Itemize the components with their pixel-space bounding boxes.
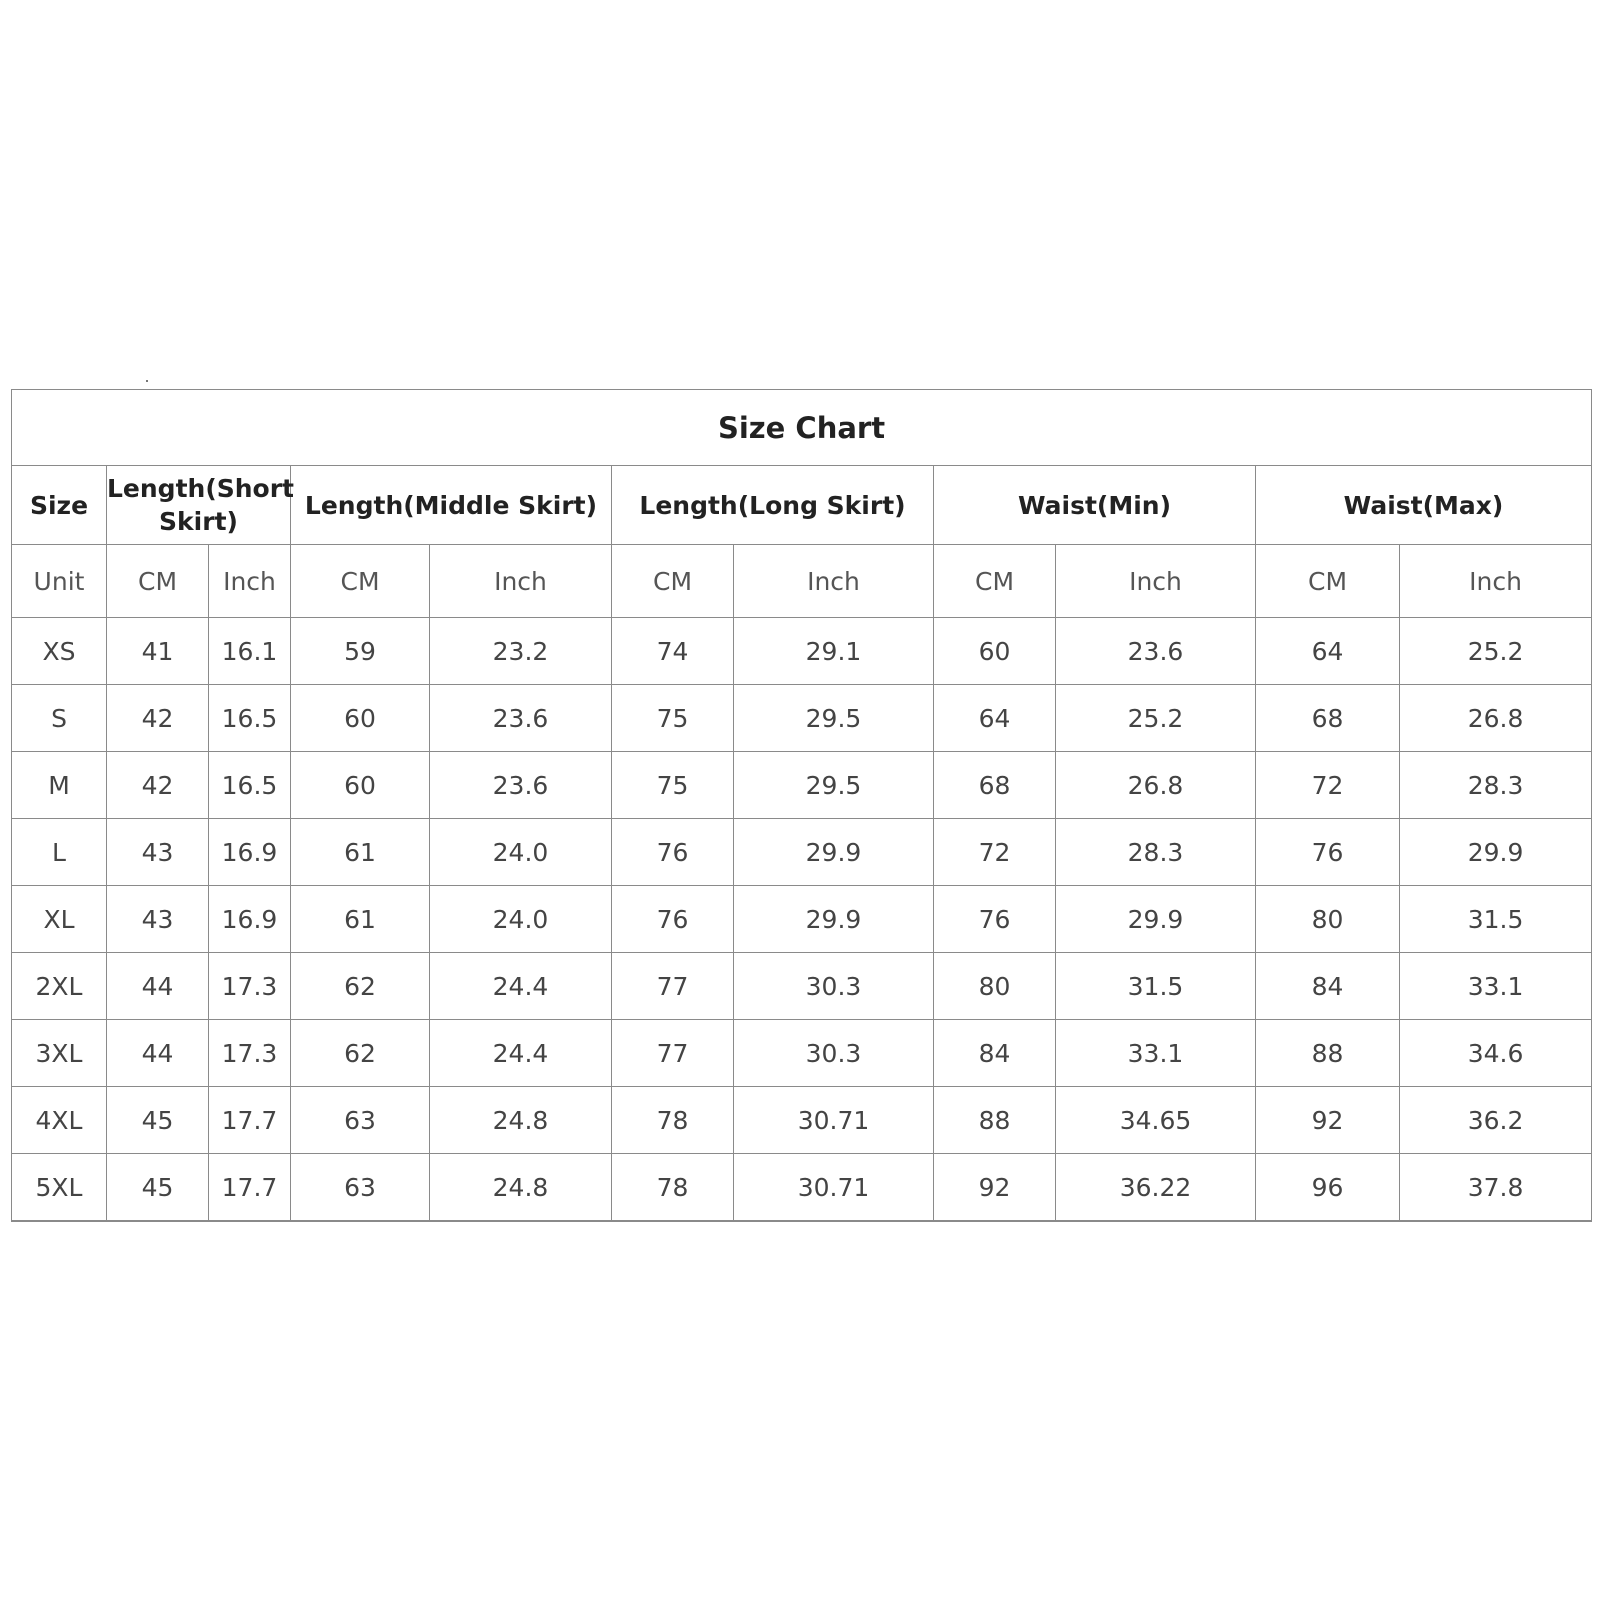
table-cell: 24.0 bbox=[430, 886, 612, 953]
table-cell: 29.9 bbox=[734, 886, 934, 953]
table-cell: 17.3 bbox=[209, 953, 291, 1020]
table-cell: 29.9 bbox=[734, 819, 934, 886]
size-label-cell: 3XL bbox=[12, 1020, 107, 1087]
table-row bbox=[12, 1087, 1592, 1154]
table-cell: 33.1 bbox=[1056, 1020, 1256, 1087]
table-cell: 60 bbox=[291, 685, 430, 752]
table-cell: 43 bbox=[107, 886, 209, 953]
table-row bbox=[12, 685, 1592, 752]
table-cell: 24.4 bbox=[430, 953, 612, 1020]
unit-cell: CM bbox=[291, 545, 430, 618]
table-cell: 61 bbox=[291, 886, 430, 953]
table-cell: 16.9 bbox=[209, 886, 291, 953]
table-cell: 26.8 bbox=[1400, 685, 1592, 752]
table-cell: 88 bbox=[1256, 1020, 1400, 1087]
table-cell: 80 bbox=[934, 953, 1056, 1020]
size-label-cell: S bbox=[12, 685, 107, 752]
table-cell: 17.7 bbox=[209, 1154, 291, 1222]
unit-cell: Inch bbox=[1056, 545, 1256, 618]
table-cell: 75 bbox=[612, 685, 734, 752]
table-cell: 34.6 bbox=[1400, 1020, 1592, 1087]
table-cell: 75 bbox=[612, 752, 734, 819]
table-cell: 84 bbox=[934, 1020, 1056, 1087]
table-cell: 64 bbox=[1256, 618, 1400, 685]
table-cell: 76 bbox=[612, 886, 734, 953]
table-cell: 63 bbox=[291, 1154, 430, 1222]
table-cell: 84 bbox=[1256, 953, 1400, 1020]
header-size: Size bbox=[12, 466, 107, 545]
table-cell: 24.8 bbox=[430, 1087, 612, 1154]
size-label-cell: 4XL bbox=[12, 1087, 107, 1154]
unit-cell: CM bbox=[1256, 545, 1400, 618]
unit-cell: Inch bbox=[1400, 545, 1592, 618]
size-label-cell: XS bbox=[12, 618, 107, 685]
table-row bbox=[12, 1154, 1592, 1222]
table-cell: 30.71 bbox=[734, 1154, 934, 1222]
table-cell: 78 bbox=[612, 1154, 734, 1222]
table-cell: 33.1 bbox=[1400, 953, 1592, 1020]
table-cell: 23.2 bbox=[430, 618, 612, 685]
unit-cell: Inch bbox=[209, 545, 291, 618]
table-cell: 28.3 bbox=[1400, 752, 1592, 819]
table-cell: 24.0 bbox=[430, 819, 612, 886]
table-cell: 41 bbox=[107, 618, 209, 685]
table-cell: 62 bbox=[291, 953, 430, 1020]
unit-cell: CM bbox=[612, 545, 734, 618]
unit-cell: CM bbox=[107, 545, 209, 618]
size-label-cell: 5XL bbox=[12, 1154, 107, 1222]
table-row bbox=[12, 819, 1592, 886]
table-cell: 43 bbox=[107, 819, 209, 886]
table-cell: 42 bbox=[107, 685, 209, 752]
group-header-row bbox=[12, 466, 1592, 545]
table-cell: 16.5 bbox=[209, 752, 291, 819]
table-cell: 16.9 bbox=[209, 819, 291, 886]
table-cell: 45 bbox=[107, 1087, 209, 1154]
table-cell: 29.9 bbox=[1056, 886, 1256, 953]
table-cell: 23.6 bbox=[430, 752, 612, 819]
table-row bbox=[12, 752, 1592, 819]
table-cell: 64 bbox=[934, 685, 1056, 752]
table-cell: 72 bbox=[1256, 752, 1400, 819]
table-cell: 30.3 bbox=[734, 1020, 934, 1087]
table-cell: 29.1 bbox=[734, 618, 934, 685]
table-cell: 44 bbox=[107, 953, 209, 1020]
table-cell: 45 bbox=[107, 1154, 209, 1222]
table-cell: 77 bbox=[612, 1020, 734, 1087]
table-cell: 80 bbox=[1256, 886, 1400, 953]
unit-cell: Inch bbox=[734, 545, 934, 618]
header-waist-max: Waist(Max) bbox=[1256, 466, 1592, 545]
size-label-cell: 2XL bbox=[12, 953, 107, 1020]
table-cell: 68 bbox=[1256, 685, 1400, 752]
table-cell: 29.5 bbox=[734, 752, 934, 819]
size-chart-table bbox=[11, 389, 1592, 1222]
table-cell: 78 bbox=[612, 1087, 734, 1154]
table-cell: 24.8 bbox=[430, 1154, 612, 1222]
table-cell: 17.7 bbox=[209, 1087, 291, 1154]
table-cell: 30.3 bbox=[734, 953, 934, 1020]
table-cell: 76 bbox=[1256, 819, 1400, 886]
stray-dot bbox=[146, 380, 148, 382]
table-cell: 72 bbox=[934, 819, 1056, 886]
table-cell: 28.3 bbox=[1056, 819, 1256, 886]
header-length-short-skirt: Length(Short Skirt) bbox=[107, 466, 291, 545]
table-cell: 24.4 bbox=[430, 1020, 612, 1087]
header-length-long-skirt: Length(Long Skirt) bbox=[612, 466, 934, 545]
unit-cell: Inch bbox=[430, 545, 612, 618]
unit-cell: Unit bbox=[12, 545, 107, 618]
title-row bbox=[12, 390, 1592, 466]
table-cell: 36.2 bbox=[1400, 1087, 1592, 1154]
size-label-cell: M bbox=[12, 752, 107, 819]
table-cell: 44 bbox=[107, 1020, 209, 1087]
table-cell: 31.5 bbox=[1400, 886, 1592, 953]
table-cell: 59 bbox=[291, 618, 430, 685]
table-cell: 16.1 bbox=[209, 618, 291, 685]
table-cell: 63 bbox=[291, 1087, 430, 1154]
table-cell: 74 bbox=[612, 618, 734, 685]
table-cell: 31.5 bbox=[1056, 953, 1256, 1020]
table-cell: 68 bbox=[934, 752, 1056, 819]
size-label-cell: L bbox=[12, 819, 107, 886]
table-cell: 34.65 bbox=[1056, 1087, 1256, 1154]
table-cell: 92 bbox=[1256, 1087, 1400, 1154]
unit-cell: CM bbox=[934, 545, 1056, 618]
table-cell: 76 bbox=[612, 819, 734, 886]
table-cell: 30.71 bbox=[734, 1087, 934, 1154]
table-cell: 29.5 bbox=[734, 685, 934, 752]
table-cell: 17.3 bbox=[209, 1020, 291, 1087]
table-cell: 25.2 bbox=[1056, 685, 1256, 752]
table-cell: 16.5 bbox=[209, 685, 291, 752]
table-row bbox=[12, 953, 1592, 1020]
table-row bbox=[12, 886, 1592, 953]
table-cell: 92 bbox=[934, 1154, 1056, 1222]
table-cell: 96 bbox=[1256, 1154, 1400, 1222]
header-waist-min: Waist(Min) bbox=[934, 466, 1256, 545]
table-cell: 36.22 bbox=[1056, 1154, 1256, 1222]
size-label-cell: XL bbox=[12, 886, 107, 953]
table-cell: 76 bbox=[934, 886, 1056, 953]
table-cell: 26.8 bbox=[1056, 752, 1256, 819]
table-cell: 88 bbox=[934, 1087, 1056, 1154]
table-row bbox=[12, 1020, 1592, 1087]
table-cell: 62 bbox=[291, 1020, 430, 1087]
table-cell: 60 bbox=[291, 752, 430, 819]
table-cell: 25.2 bbox=[1400, 618, 1592, 685]
table-cell: 29.9 bbox=[1400, 819, 1592, 886]
table-cell: 23.6 bbox=[1056, 618, 1256, 685]
header-length-middle-skirt: Length(Middle Skirt) bbox=[291, 466, 612, 545]
table-cell: 42 bbox=[107, 752, 209, 819]
table-row bbox=[12, 618, 1592, 685]
table-cell: 60 bbox=[934, 618, 1056, 685]
table-title: Size Chart bbox=[12, 390, 1592, 466]
unit-row bbox=[12, 545, 1592, 618]
table-cell: 77 bbox=[612, 953, 734, 1020]
table-cell: 61 bbox=[291, 819, 430, 886]
table-cell: 37.8 bbox=[1400, 1154, 1592, 1222]
table-cell: 23.6 bbox=[430, 685, 612, 752]
